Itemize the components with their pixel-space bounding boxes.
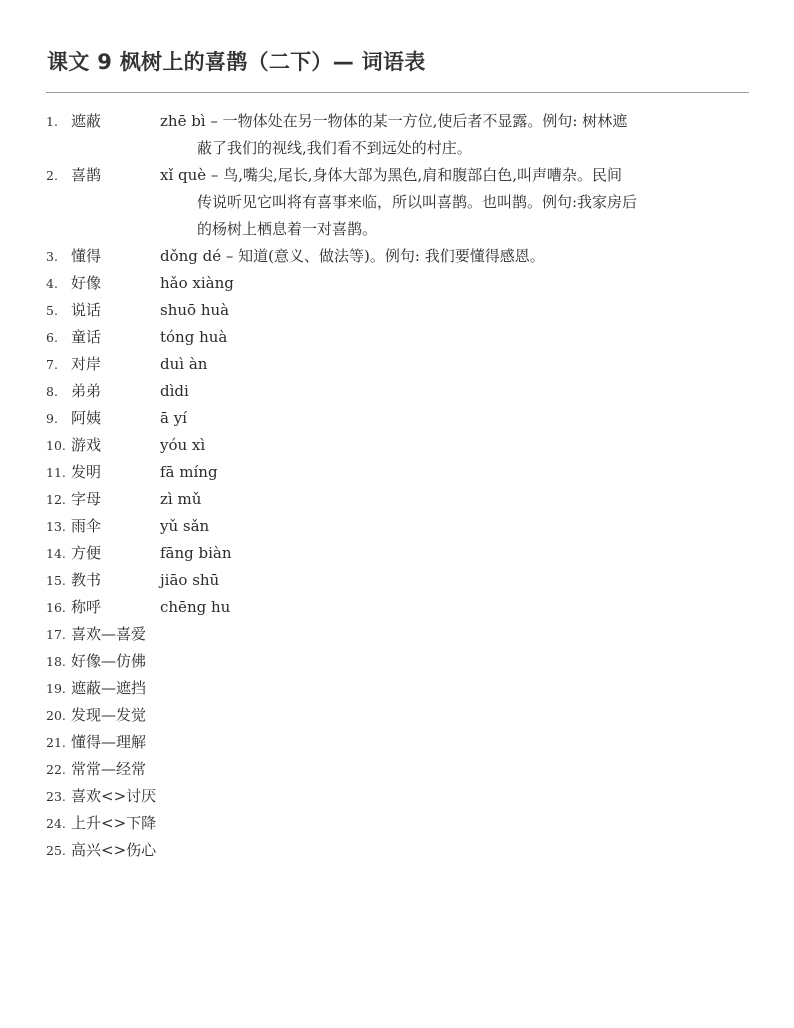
list-item [0, 594, 794, 621]
vocab-term: 字母 [71, 490, 102, 508]
vocab-definition [161, 324, 751, 351]
item-number: 6. [46, 330, 58, 345]
empty-line [161, 810, 751, 837]
list-item [0, 729, 794, 756]
item-number: 18. [46, 654, 66, 669]
vocab-definition [161, 270, 751, 297]
pinyin-definition-line: dìdi [160, 382, 189, 400]
vocab-term: 发明 [71, 463, 102, 481]
definition-continuation-line: 的杨树上栖息着一对喜鹊。 [197, 220, 378, 238]
list-item [0, 324, 794, 351]
vocab-term: 阿姨 [71, 409, 102, 427]
vocab-term: 喜鹊 [71, 166, 102, 184]
list-item [0, 756, 794, 783]
vocab-term: 好像 [71, 274, 102, 292]
item-number: 9. [46, 411, 58, 426]
list-item [0, 540, 794, 567]
vocab-definition [161, 675, 751, 702]
vocab-definition [161, 702, 751, 729]
list-item [0, 270, 794, 297]
vocab-term: 懂得—理解 [71, 733, 147, 751]
item-number: 16. [46, 600, 66, 615]
list-item [0, 810, 794, 837]
vocab-term: 上升<>下降 [71, 814, 157, 832]
vocab-term: 好像—仿佛 [71, 652, 147, 670]
vocab-definition [161, 756, 751, 783]
list-item [0, 405, 794, 432]
vocab-definition [161, 162, 751, 243]
empty-line [161, 621, 751, 648]
empty-line [161, 675, 751, 702]
vocab-definition [161, 783, 751, 810]
vocab-definition [161, 108, 751, 162]
item-number: 7. [46, 357, 58, 372]
list-item [0, 378, 794, 405]
pinyin-definition-line: yóu xì [160, 436, 206, 454]
vocab-definition [161, 540, 751, 567]
item-number: 4. [46, 276, 58, 291]
item-number: 12. [46, 492, 66, 507]
vocab-term: 对岸 [71, 355, 102, 373]
vocab-term: 方便 [71, 544, 102, 562]
item-number: 21. [46, 735, 66, 750]
pinyin-definition-line: jiāo shū [160, 571, 220, 589]
list-item [0, 675, 794, 702]
pinyin-definition-line: xǐ què – 鸟,嘴尖,尾长,身体大部为黑色,肩和腹部白色,叫声嘈杂。民间 [160, 166, 623, 184]
item-number: 11. [46, 465, 66, 480]
vocab-term: 懂得 [71, 247, 102, 265]
list-item [0, 297, 794, 324]
vocab-term: 喜欢—喜爱 [71, 625, 147, 643]
list-item [0, 243, 794, 270]
vocab-definition [161, 405, 751, 432]
vocab-term: 弟弟 [71, 382, 102, 400]
item-number: 25. [46, 843, 66, 858]
title-divider [46, 92, 749, 93]
empty-line [161, 648, 751, 675]
vocab-term: 教书 [71, 571, 102, 589]
vocab-definition [161, 432, 751, 459]
pinyin-definition-line: shuō huà [160, 301, 230, 319]
pinyin-definition-line: chēng hu [160, 598, 231, 616]
item-number: 24. [46, 816, 66, 831]
vocab-term: 称呼 [71, 598, 102, 616]
item-number: 14. [46, 546, 66, 561]
item-number: 20. [46, 708, 66, 723]
item-number: 17. [46, 627, 66, 642]
vocab-term: 游戏 [71, 436, 102, 454]
definition-continuation-line: 传说听见它叫将有喜事来临，所以叫喜鹊。也叫鹊。例句:我家房后 [197, 193, 638, 211]
vocab-definition [161, 459, 751, 486]
list-item [0, 783, 794, 810]
vocabulary-list [0, 108, 794, 864]
pinyin-definition-line: yǔ sǎn [160, 517, 210, 535]
pinyin-definition-line: fāng biàn [160, 544, 232, 562]
item-number: 2. [46, 168, 58, 183]
item-number: 15. [46, 573, 66, 588]
vocab-definition [161, 621, 751, 648]
vocab-definition [161, 513, 751, 540]
vocab-definition [161, 837, 751, 864]
item-number: 19. [46, 681, 66, 696]
vocab-term: 常常—经常 [71, 760, 147, 778]
list-item [0, 702, 794, 729]
list-item [0, 486, 794, 513]
empty-line [161, 837, 751, 864]
empty-line [161, 702, 751, 729]
vocab-definition [161, 648, 751, 675]
list-item [0, 567, 794, 594]
pinyin-definition-line: duì àn [160, 355, 208, 373]
pinyin-definition-line: zhē bì – 一物体处在另一物体的某一方位,使后者不显露。例句: 树林遮 [160, 112, 628, 130]
list-item [0, 621, 794, 648]
list-item [0, 432, 794, 459]
list-item [0, 351, 794, 378]
item-number: 1. [46, 114, 58, 129]
vocab-definition [161, 729, 751, 756]
pinyin-definition-line: fā míng [160, 463, 218, 481]
vocab-term: 喜欢<>讨厌 [71, 787, 157, 805]
vocab-term: 遮蔽—遮挡 [71, 679, 147, 697]
item-number: 5. [46, 303, 58, 318]
vocab-definition [161, 297, 751, 324]
item-number: 13. [46, 519, 66, 534]
vocab-term: 童话 [71, 328, 102, 346]
list-item [0, 108, 794, 162]
item-number: 10. [46, 438, 66, 453]
list-item [0, 459, 794, 486]
vocab-term: 高兴<>伤心 [71, 841, 157, 859]
vocab-definition [161, 810, 751, 837]
vocab-term: 说话 [71, 301, 102, 319]
empty-line [161, 729, 751, 756]
pinyin-definition-line: dǒng dé – 知道(意义、做法等)。例句: 我们要懂得感恩。 [160, 247, 545, 265]
list-item [0, 162, 794, 243]
item-number: 22. [46, 762, 66, 777]
definition-continuation-line: 蔽了我们的视线,我们看不到远处的村庄。 [197, 139, 472, 157]
pinyin-definition-line: zì mǔ [160, 490, 202, 508]
list-item [0, 837, 794, 864]
vocab-definition [161, 594, 751, 621]
pinyin-definition-line: ā yí [160, 409, 187, 427]
vocab-definition [161, 243, 751, 270]
item-number: 8. [46, 384, 58, 399]
vocab-term: 雨伞 [71, 517, 102, 535]
vocab-term: 遮蔽 [71, 112, 102, 130]
vocab-definition [161, 567, 751, 594]
vocab-definition [161, 351, 751, 378]
list-item [0, 648, 794, 675]
empty-line [161, 783, 751, 810]
vocab-definition [161, 486, 751, 513]
item-number: 23. [46, 789, 66, 804]
list-item [0, 513, 794, 540]
pinyin-definition-line: hǎo xiàng [160, 274, 234, 292]
pinyin-definition-line: tóng huà [160, 328, 228, 346]
vocab-term: 发现—发觉 [71, 706, 147, 724]
page-title: 课文 9 枫树上的喜鹊（二下）— 词语表 [47, 50, 426, 74]
vocab-definition [161, 378, 751, 405]
empty-line [161, 756, 751, 783]
item-number: 3. [46, 249, 58, 264]
